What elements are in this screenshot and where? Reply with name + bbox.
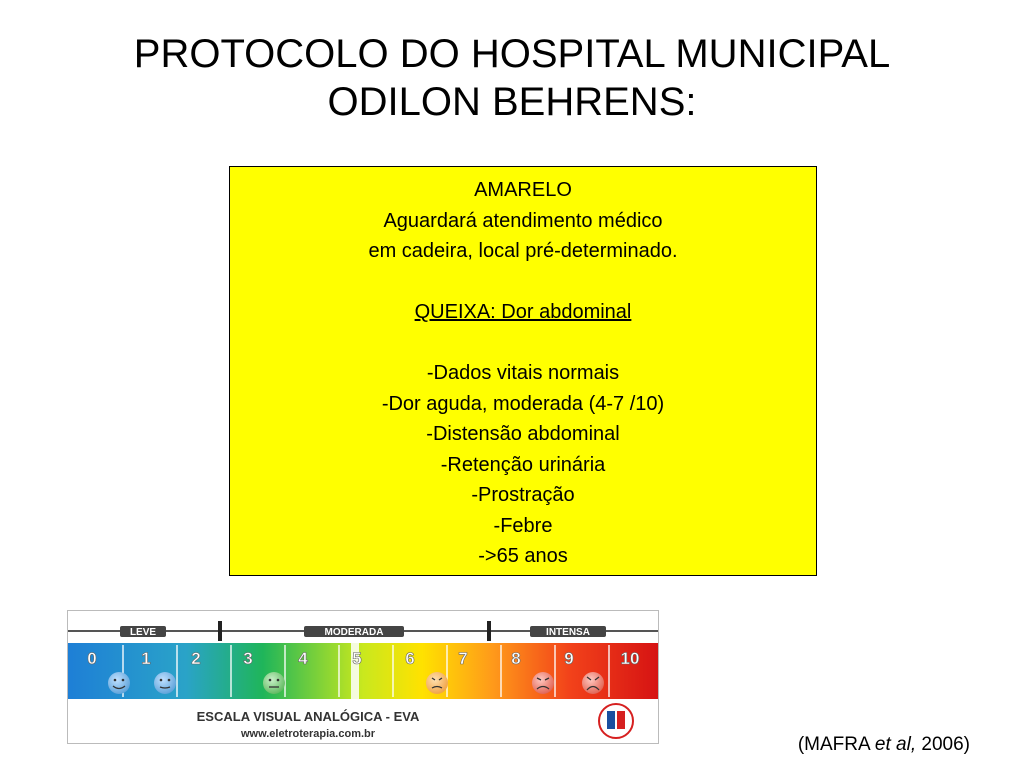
citation-authors: (MAFRA [797, 734, 875, 755]
scale-number: 1 [141, 649, 151, 668]
scale-number: 3 [243, 649, 253, 668]
complaint-heading: QUEIXA: Dor abdominal [414, 301, 632, 323]
scale-number: 2 [191, 649, 201, 668]
spacer [230, 328, 816, 359]
svg-text:LEVE: LEVE [129, 627, 157, 638]
citation-year: 2006) [916, 734, 970, 755]
scale-number: 9 [564, 649, 574, 668]
scale-number: 8 [511, 649, 521, 668]
eletroterapia-logo-icon [599, 704, 633, 738]
criteria-item: -Prostração [471, 484, 575, 506]
criteria-item: -Distensão abdominal [426, 423, 620, 445]
pain-face-icon [582, 672, 604, 694]
title-line-2: ODILON BEHRENS: [327, 80, 697, 124]
citation [740, 732, 970, 758]
triage-color-name: AMARELO [474, 179, 572, 201]
criteria-item: -Dor aguda, moderada (4-7 /10) [381, 392, 665, 415]
citation-et-al: et al, [874, 734, 917, 755]
scale-number: 5 [352, 649, 362, 668]
triage-description-line-1: Aguardará atendimento médico [383, 209, 663, 232]
scale-url: www.eletroterapia.com.br [240, 728, 376, 740]
pain-face-icon [532, 672, 554, 694]
scale-caption: ESCALA VISUAL ANALÓGICA - EVA [196, 709, 420, 724]
scale-number: 0 [87, 649, 97, 668]
criteria-item: -Retenção urinária [440, 453, 606, 476]
triage-description-line-2: em cadeira, local pré-determinado. [368, 240, 678, 262]
scale-number: 6 [405, 649, 415, 668]
criteria-item: ->65 anos [478, 545, 568, 567]
category-label-moderada [304, 626, 404, 638]
pain-face-icon [154, 672, 176, 694]
slide-title [0, 30, 1024, 126]
pain-face-icon [108, 672, 130, 694]
pain-face-icon [263, 672, 285, 694]
scale-number: 7 [458, 649, 468, 668]
title-line-1: PROTOCOLO DO HOSPITAL MUNICIPAL [133, 32, 891, 76]
spacer [230, 267, 816, 298]
category-label-leve [120, 626, 166, 638]
pain-scale-figure [67, 610, 659, 744]
svg-text:INTENSA: INTENSA [546, 627, 590, 638]
scale-number: 10 [620, 649, 640, 668]
pain-face-icon [426, 672, 448, 694]
scale-number: 4 [298, 649, 308, 668]
svg-text:MODERADA: MODERADA [324, 627, 384, 638]
category-label-intensa [530, 626, 606, 638]
criteria-item: -Febre [493, 514, 553, 537]
criteria-item: -Dados vitais normais [426, 362, 620, 384]
triage-card [229, 166, 817, 576]
